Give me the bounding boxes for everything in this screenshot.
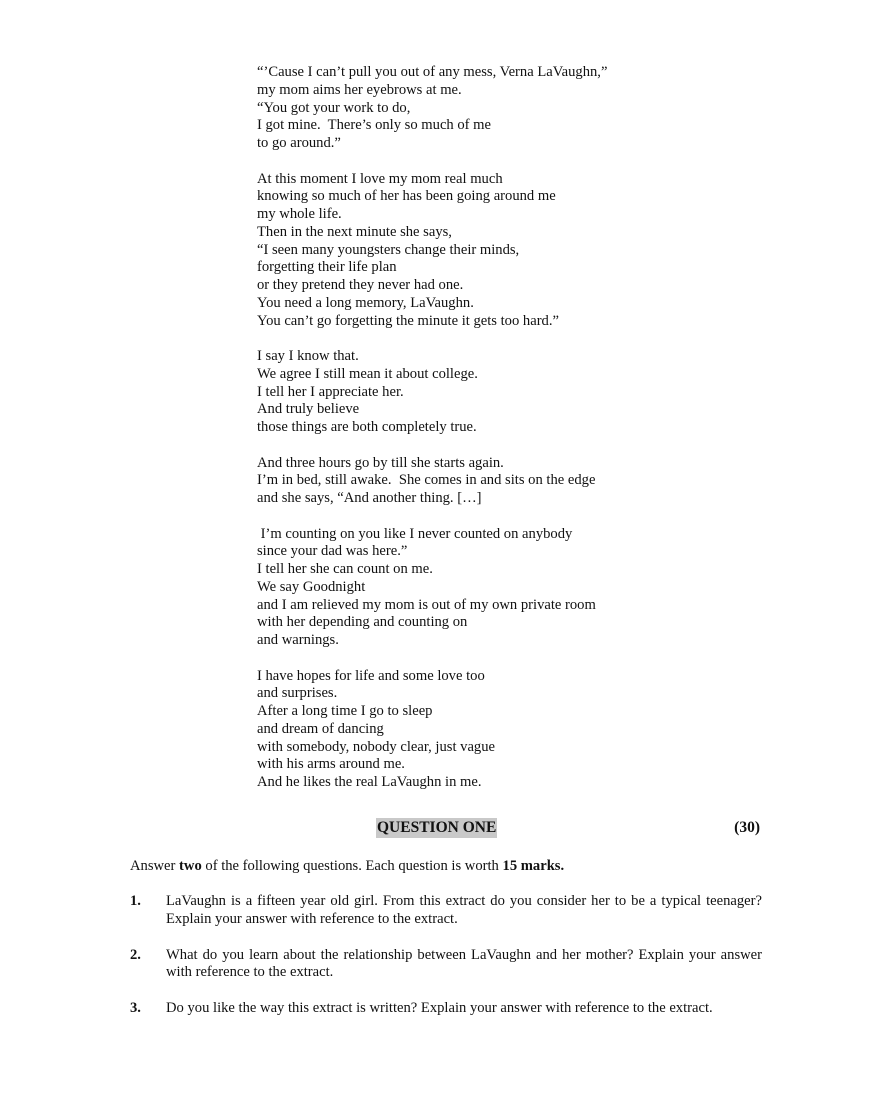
poem-stanza-6 (257, 668, 677, 792)
poem-extract (257, 64, 677, 810)
poem-line: and warnings. (257, 632, 339, 648)
question-number: 3. (130, 1000, 141, 1016)
answer-instructions (130, 857, 762, 875)
poem-line: to go around.” (257, 135, 341, 151)
poem-line: I have hopes for life and some love too (257, 667, 485, 684)
question-total-marks: (30) (734, 819, 760, 836)
question-number: 1. (130, 893, 141, 909)
poem-line: And truly believe (257, 401, 360, 418)
poem-stanza-1 (257, 64, 677, 153)
poem-line: “You got your work to do, (257, 99, 411, 116)
instructions-marks: 15 marks. (502, 858, 565, 874)
poem-line: And he likes the real LaVaughn in me. (257, 774, 482, 790)
poem-line: I tell her she can count on me. (257, 561, 433, 577)
poem-line: At this moment I love my mom real much (257, 170, 503, 187)
poem-line: I got mine. There’s only so much of me (257, 117, 491, 134)
poem-stanza-3 (257, 348, 677, 437)
poem-line: my whole life. (257, 206, 342, 222)
poem-stanza-5 (257, 526, 677, 650)
poem-stanza-2 (257, 171, 677, 331)
question-text: Do you like the way this extract is written? Explain your answer with reference to the extract. (166, 1000, 713, 1016)
question-item-1 (130, 893, 762, 929)
question-number: 2. (130, 946, 141, 963)
poem-stanza-4 (257, 455, 677, 508)
instructions-text-middle: of the following questions. Each question is worth (201, 858, 503, 874)
question-list (130, 893, 762, 1018)
question-text: What do you learn about the relationship between LaVaughn and her mother? Explain your answer with reference to the extract. (166, 946, 762, 981)
poem-line: those things are both completely true. (257, 419, 477, 435)
poem-line: I’m counting on you like I never counted on anybody (257, 525, 573, 542)
poem-line: and dream of dancing (257, 720, 384, 737)
poem-line: “I seen many youngsters change their minds, (257, 241, 520, 258)
poem-line: my mom aims her eyebrows at me. (257, 81, 462, 98)
poem-line: I tell her I appreciate her. (257, 383, 404, 400)
instructions-count: two (179, 858, 202, 874)
poem-line: We say Goodnight (257, 578, 366, 595)
poem-line: knowing so much of her has been going around me (257, 188, 556, 205)
instructions-text-start: Answer (130, 858, 180, 874)
poem-line: Then in the next minute she says, (257, 223, 452, 240)
poem-line: You need a long memory, LaVaughn. (257, 294, 474, 311)
poem-line: After a long time I go to sleep (257, 703, 433, 719)
poem-line: “’Cause I can’t pull you out of any mess, Verna LaVaughn,” (257, 64, 608, 80)
question-item-2 (130, 947, 762, 983)
poem-line: I say I know that. (257, 348, 359, 364)
poem-line: with her depending and counting on (257, 614, 468, 631)
poem-line: since your dad was here.” (257, 543, 408, 560)
question-heading (130, 818, 762, 840)
poem-line: and I am relieved my mom is out of my own private room (257, 596, 596, 613)
question-item-3 (130, 1000, 762, 1018)
poem-line: or they pretend they never had one. (257, 277, 464, 293)
poem-line: with somebody, nobody clear, just vague (257, 738, 496, 755)
poem-line: I’m in bed, still awake. She comes in and sits on the edge (257, 472, 596, 489)
poem-line: forgetting their life plan (257, 259, 397, 276)
poem-line: We agree I still mean it about college. (257, 365, 478, 382)
poem-line: You can’t go forgetting the minute it gets too hard.” (257, 312, 559, 329)
question-text: LaVaughn is a fifteen year old girl. From this extract do you consider her to be a typical teenager? Explain your answer with reference to the extract. (166, 893, 762, 927)
poem-line: and she says, “And another thing. […] (257, 490, 482, 506)
poem-line: with his arms around me. (257, 756, 405, 773)
poem-line: and surprises. (257, 685, 338, 702)
poem-line: And three hours go by till she starts again. (257, 454, 504, 471)
question-title: QUESTION ONE (377, 819, 497, 836)
